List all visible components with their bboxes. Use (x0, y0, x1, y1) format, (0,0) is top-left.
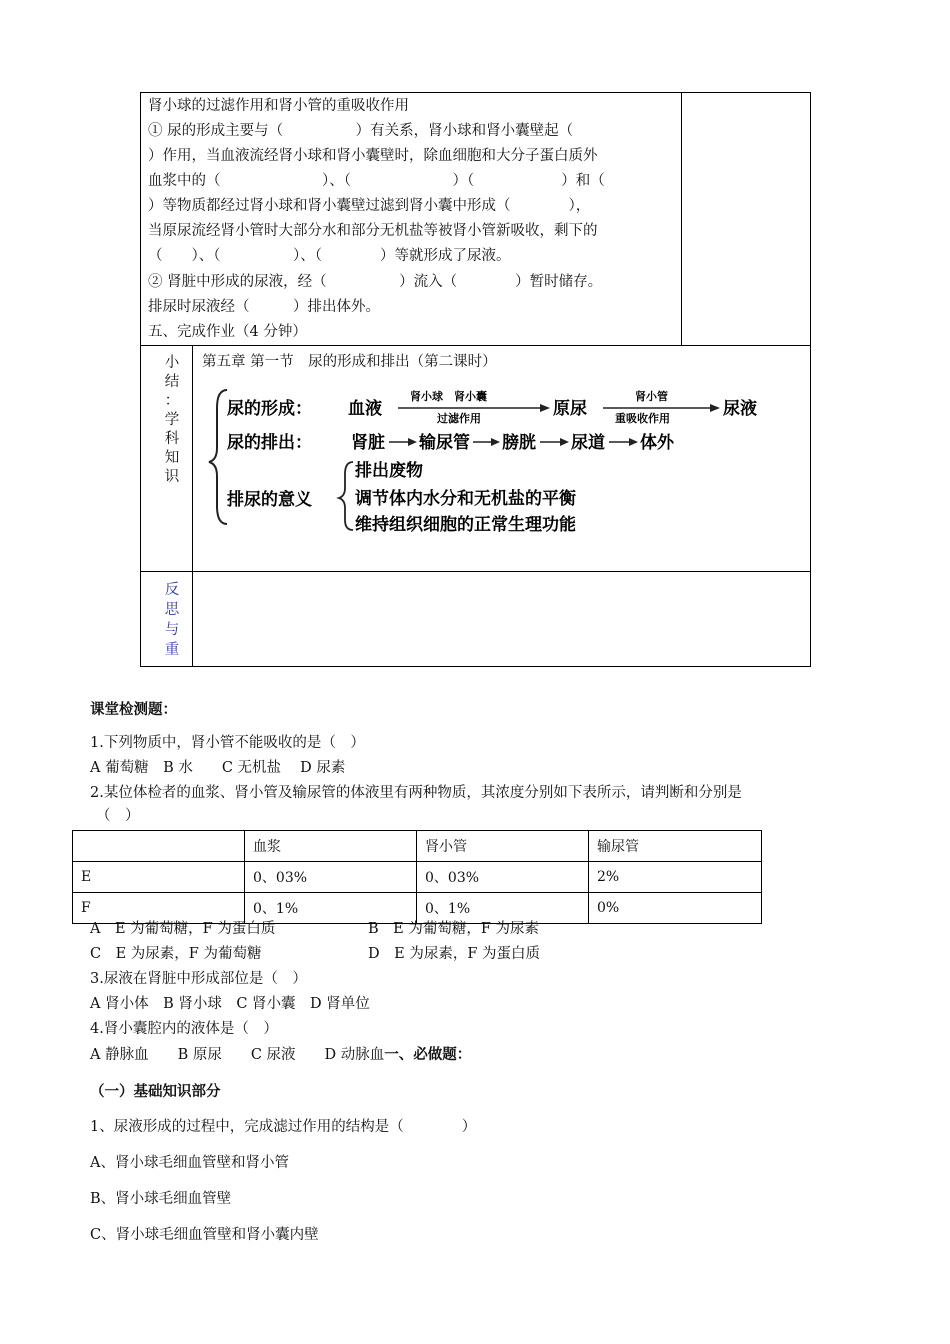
reflect-char: 重 (164, 642, 180, 658)
table-cell: 0、1% (245, 893, 417, 924)
label-column-divider (192, 345, 193, 667)
right-column-divider (681, 92, 682, 346)
text-line-3: ）作用，当血液流经肾小球和肾小囊壁时，除血细胞和大分子蛋白质外 (148, 148, 598, 164)
reflect-label (160, 580, 184, 660)
summary-label (160, 354, 184, 487)
reabsorption-top-label: 肾小管 (635, 390, 668, 403)
table-cell: E (73, 862, 245, 893)
question-2-option-c: C E 为尿素，F 为葡萄糖 (90, 946, 262, 962)
summary-title: 第五章 第一节 尿的形成和排出（第二课时） (202, 354, 497, 370)
text-line-4: 血浆中的（ ）、（ ）（ ）和（ (148, 173, 605, 189)
path-urethra: 尿道 (571, 433, 605, 453)
summary-char: 科 (164, 431, 180, 447)
path-bladder: 膀胱 (502, 433, 536, 453)
question-2-option-b: B E 为葡萄糖，F 为尿素 (368, 921, 540, 937)
question-2-line-2: （ ） (96, 808, 140, 824)
path-arrowhead-1 (408, 438, 417, 446)
summary-char: 识 (164, 469, 180, 485)
filtration-arrowhead (540, 404, 550, 412)
question-1: 1.下列物质中，肾小管不能吸收的是（ ） (90, 735, 365, 751)
reflect-char: 反 (164, 582, 180, 598)
question-3-options: A 肾小体 B 肾小球 C 肾小囊 D 肾单位 (90, 996, 370, 1012)
table-cell: 0、03% (245, 862, 417, 893)
path-kidney: 肾脏 (351, 433, 385, 453)
meaning-3: 维持组织细胞的正常生理功能 (355, 515, 576, 535)
primary-urine-text: 原尿 (553, 399, 587, 419)
required-option-b: B、肾小球毛细血管壁 (90, 1191, 232, 1207)
question-4-options-line (90, 1045, 471, 1065)
reflect-char: 与 (164, 622, 180, 638)
table-header-cell: 血浆 (245, 831, 417, 862)
table-cell: 0、1% (417, 893, 589, 924)
path-outside: 体外 (640, 433, 674, 453)
text-line-5: ）等物质都经过肾小球和肾小囊壁过滤到肾小囊中形成（ ）， (148, 198, 591, 214)
text-line-9: 排尿时尿液经（ ）排出体外。 (148, 299, 380, 315)
filtration-top-label: 肾小球 肾小囊 (410, 390, 487, 403)
text-line-8: ② 肾脏中形成的尿液，经（ ）流入（ ）暂时储存。 (148, 274, 603, 290)
required-option-c: C、肾小球毛细血管壁和肾小囊内壁 (90, 1227, 319, 1243)
filtration-bottom-label: 过滤作用 (437, 412, 481, 425)
path-arrowhead-4 (629, 438, 638, 446)
text-line-10: 五、完成作业（4 分钟） (148, 324, 307, 340)
reabsorption-arrowhead (710, 404, 720, 412)
table-cell: F (73, 893, 245, 924)
row-divider-1 (140, 345, 811, 346)
question-2-option-d: D E 为尿素，F 为蛋白质 (368, 946, 540, 962)
text-line-7: （ ）、（ ）、（ ）等就形成了尿液。 (148, 248, 511, 264)
table-header-cell (73, 831, 245, 862)
question-3: 3.尿液在肾脏中形成部位是（ ） (90, 971, 307, 987)
meaning-label: 排尿的意义 (227, 490, 312, 510)
main-brace (209, 390, 227, 524)
classroom-heading: 课堂检测题： (90, 701, 177, 718)
table-header-row (73, 831, 762, 862)
question-2-line-1: 2.某位体检者的血浆、肾小管及输尿管的体液里有两种物质，其浓度分别如下表所示，请判断和分别是 (90, 785, 742, 801)
question-2-option-a: A E 为葡萄糖，F 为蛋白质 (90, 921, 276, 937)
table-cell: 2% (589, 862, 762, 893)
text-line-2: ① 尿的形成主要与（ ）有关系，肾小球和肾小囊壁起（ (148, 123, 574, 139)
table-row (73, 862, 762, 893)
summary-char: 知 (164, 450, 180, 466)
summary-char: ： (164, 393, 180, 409)
table-header-cell: 输尿管 (589, 831, 762, 862)
table-cell: 0、03% (417, 862, 589, 893)
knowledge-diagram (205, 378, 780, 548)
reabsorption-bottom-label: 重吸收作用 (615, 412, 670, 425)
summary-char: 结 (164, 374, 180, 390)
section-basic-knowledge: （一）基础知识部分 (90, 1083, 221, 1100)
concentration-table (72, 830, 762, 924)
summary-char: 学 (164, 412, 180, 428)
path-arrowhead-3 (560, 438, 569, 446)
question-4: 4.肾小囊腔内的液体是（ ） (90, 1021, 278, 1037)
reflect-char: 思 (164, 602, 180, 618)
required-question-1: 1、尿液形成的过程中，完成滤过作用的结构是（ ） (90, 1119, 477, 1135)
blood-text: 血液 (348, 399, 382, 419)
table-cell: 0% (589, 893, 762, 924)
path-ureter: 输尿管 (419, 433, 470, 453)
question-1-options: A 葡萄糖 B 水 C 无机盐 D 尿素 (90, 760, 346, 776)
formation-label: 尿的形成： (227, 399, 312, 419)
excretion-label: 尿的排出： (227, 433, 312, 453)
meaning-2: 调节体内水分和无机盐的平衡 (355, 489, 576, 509)
question-4-options: A 静脉血 B 原尿 C 尿液 D 动脉血 (90, 1047, 385, 1063)
table-header-cell: 肾小管 (417, 831, 589, 862)
required-heading: 一、必做题： (384, 1046, 472, 1063)
meaning-brace (339, 462, 353, 530)
required-option-a: A、肾小球毛细血管壁和肾小管 (90, 1155, 289, 1171)
urine-text: 尿液 (723, 399, 757, 419)
row-divider-2 (140, 571, 811, 572)
summary-char: 小 (164, 355, 180, 371)
text-line-1: 肾小球的过滤作用和肾小管的重吸收作用 (148, 98, 409, 114)
path-arrowhead-2 (491, 438, 500, 446)
text-line-6: 当原尿流经肾小管时大部分水和部分无机盐等被肾小管新吸收，剩下的 (148, 223, 598, 239)
meaning-1: 排出废物 (355, 461, 423, 481)
